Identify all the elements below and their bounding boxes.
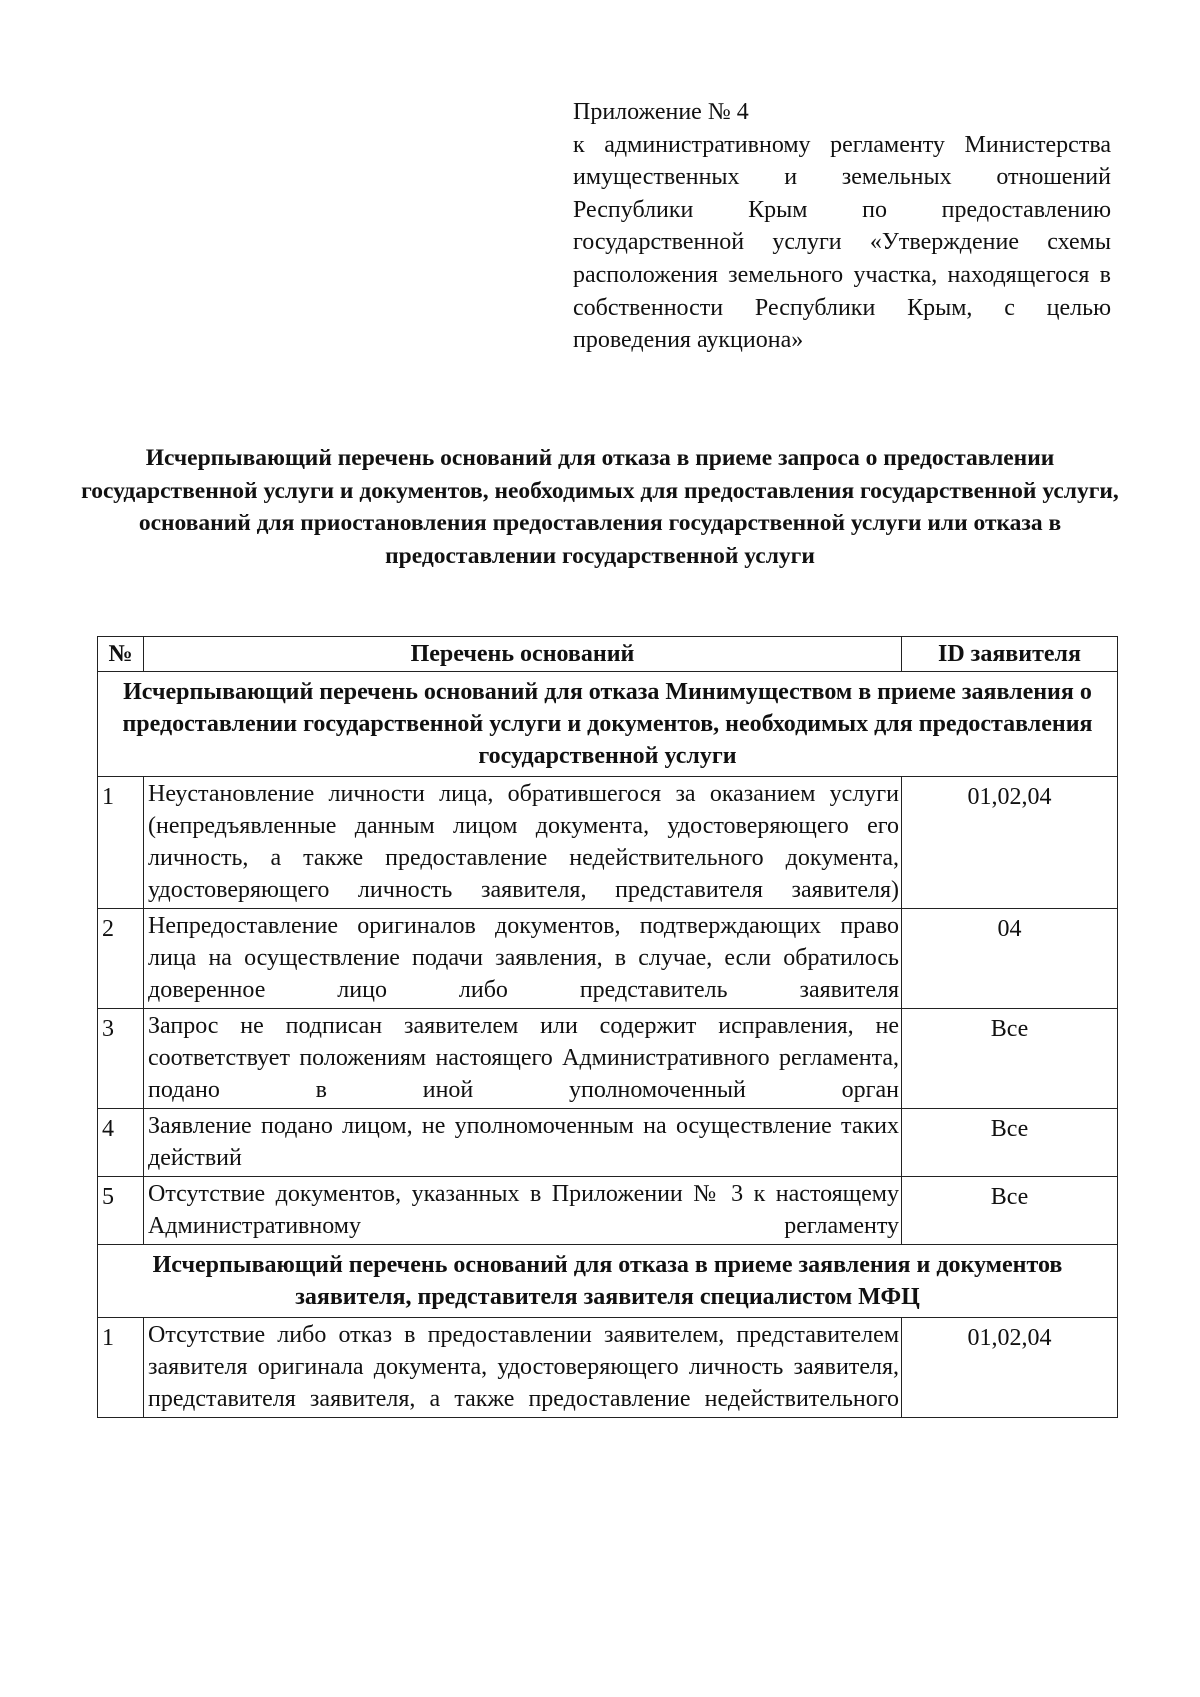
section-heading-mfc: Исчерпывающий перечень оснований для отказа в приеме заявления и документов заявителя, представителя заявителя специалистом МФЦ xyxy=(98,1245,1118,1318)
reasons-table xyxy=(97,636,1118,1418)
row-reason: Отсутствие либо отказ в предоставлении заявителем, представителем заявителя оригинала документа, удостоверяющего личность заявителя, представителя заявителя, а также предоставление недействительного xyxy=(144,1318,902,1418)
table-row xyxy=(98,1109,1118,1177)
section-row xyxy=(98,672,1118,777)
header-id: ID заявителя xyxy=(902,637,1118,672)
row-applicant-id: 01,02,04 xyxy=(902,777,1118,909)
row-reason: Запрос не подписан заявителем или содержит исправления, не соответствует положениям настоящего Административного регламента, подано в иной уполномоченный орган xyxy=(144,1009,902,1109)
row-number: 2 xyxy=(98,909,144,1009)
document-title: Исчерпывающий перечень оснований для отказа в приеме запроса о предоставлении государственной услуги и документов, необходимых для предоставления государственной услуги, оснований для приостановления предоставления государственной услуги или отказа в предоставлении государственной услуги xyxy=(81,445,1119,569)
table-row xyxy=(98,909,1118,1009)
row-applicant-id: Все xyxy=(902,1109,1118,1177)
table-row xyxy=(98,1177,1118,1245)
annex-number: Приложение № 4 xyxy=(573,99,749,125)
row-reason: Отсутствие документов, указанных в Приложении № 3 к настоящему Административному регламенту xyxy=(144,1177,902,1245)
row-number: 4 xyxy=(98,1109,144,1177)
row-reason: Неустановление личности лица, обратившегося за оказанием услуги (непредъявленные данным лицом документа, удостоверяющего его личность, а также предоставление недействительного документа, удостоверяющего личность заявителя, представителя заявителя) xyxy=(144,777,902,909)
row-number: 5 xyxy=(98,1177,144,1245)
header-num: № xyxy=(98,637,144,672)
row-number: 1 xyxy=(98,1318,144,1418)
table-row xyxy=(98,1009,1118,1109)
header-reasons: Перечень оснований xyxy=(144,637,902,672)
row-applicant-id: 01,02,04 xyxy=(902,1318,1118,1418)
section-heading-ministry: Исчерпывающий перечень оснований для отказа Минимуществом в приеме заявления о предоставлении государственной услуги и документов, необходимых для предоставления государственной услуги xyxy=(98,672,1118,777)
row-applicant-id: Все xyxy=(902,1177,1118,1245)
row-number: 1 xyxy=(98,777,144,909)
row-number: 3 xyxy=(98,1009,144,1109)
row-reason: Заявление подано лицом, не уполномоченным на осуществление таких действий xyxy=(144,1109,902,1177)
annex-description: к административному регламенту Министерства имущественных и земельных отношений Республики Крым по предоставлению государственной услуги «Утверждение схемы расположения земельного участка, находящегося в собственности Республики Крым, с целью проведения аукциона» xyxy=(573,131,1111,354)
table-row xyxy=(98,1318,1118,1418)
table-row xyxy=(98,777,1118,909)
row-reason: Непредоставление оригиналов документов, подтверждающих право лица на осуществление подачи заявления, в случае, если обратилось доверенное лицо либо представитель заявителя xyxy=(144,909,902,1009)
row-applicant-id: 04 xyxy=(902,909,1118,1009)
row-applicant-id: Все xyxy=(902,1009,1118,1109)
annex-header xyxy=(573,96,1111,357)
table-header-row xyxy=(98,637,1118,672)
section-row xyxy=(98,1245,1118,1318)
